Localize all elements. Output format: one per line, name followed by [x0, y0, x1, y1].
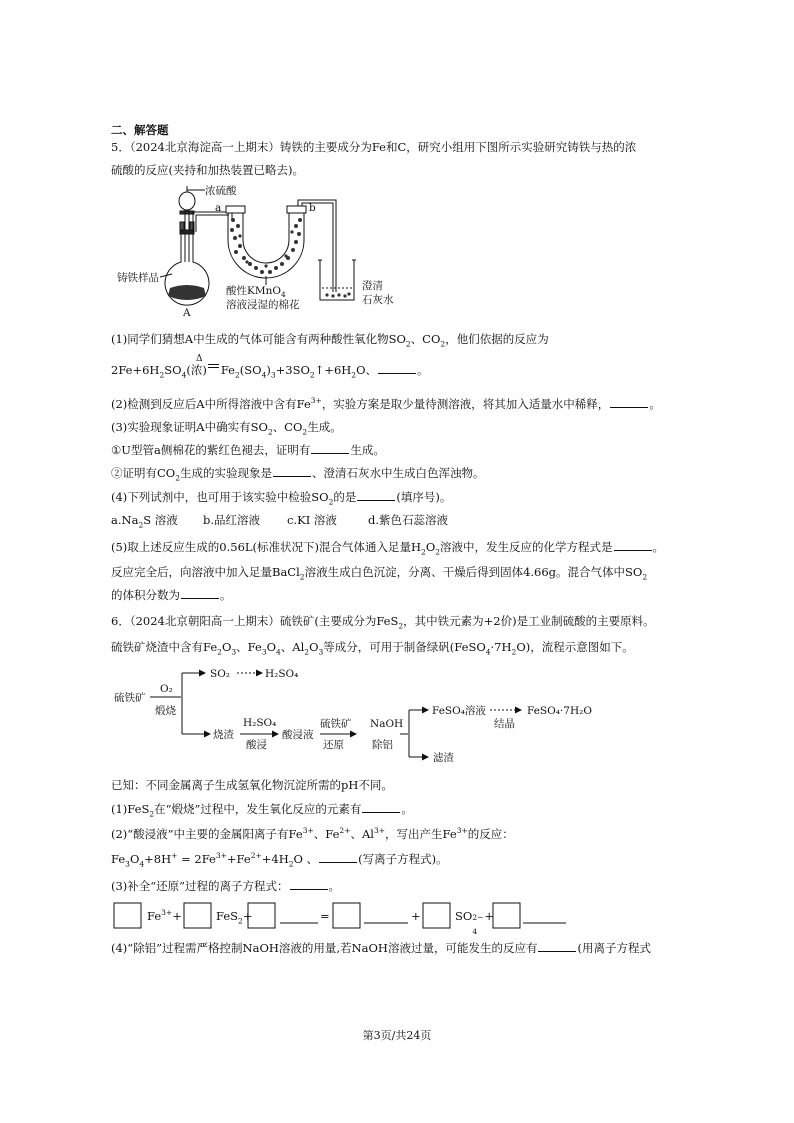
q5-part5: (5)取上述反应生成的0.56L(标准状况下)混合气体通入足量$H_2O_2$溶液中，发生反应的化学方程式是 。: [111, 540, 665, 557]
flow-leach-liquid: 酸浸液: [282, 729, 314, 741]
flow-o2: O₂: [160, 683, 173, 695]
q6-part2: (2)“酸浸液”中主要的金属阳离子有$Fe^{3+}$、$Fe^{2+}$、$Al^{3+}$，写出产生$Fe^{3+}$的反应：: [111, 826, 514, 841]
flow-feso4-sol: FeSO₄溶液: [432, 705, 486, 717]
label-kmno4: 酸性KMnO$_4$: [226, 285, 286, 300]
coef-box-2[interactable]: [184, 903, 211, 928]
coef-box-6[interactable]: [493, 903, 520, 928]
q5-part3-2: ②证明有$CO_2$生成的实验现象是 、澄清石灰水中生成白色浑浊物。: [111, 466, 485, 483]
coef-box-1[interactable]: [114, 903, 141, 928]
q5-part5-3: 的体积分数为 。: [111, 588, 232, 602]
box-eq: =: [320, 909, 330, 923]
q5-part3: (3)实验现象证明A中确实有$SO_2$、$CO_2$生成。: [111, 420, 342, 437]
label-limewater-1: 澄清: [362, 280, 383, 292]
q5-option-c: c.KI 溶液: [287, 513, 337, 527]
label-limewater-2: 石灰水: [362, 294, 394, 306]
q6-part1: (1)FeS$_2$在“煅烧”过程中，发生氧化反应的元素有 。: [111, 802, 413, 819]
q6-intro-1: 6．（2024北京朝阳高一上期末）硫铁矿(主要成分为FeS$_2$，其中铁元素为+2价)是工业制硫酸的主要原料。: [111, 614, 655, 631]
label-b: b: [309, 202, 316, 214]
flow-reduce: 还原: [323, 739, 344, 751]
flow-pyrite: 硫铁矿: [320, 718, 352, 730]
q5-option-b: b.品红溶液: [203, 513, 261, 527]
flow-so2: SO₂: [210, 668, 231, 680]
coef-box-5[interactable]: [423, 903, 450, 928]
q5-options: $a.Na_2S$ 溶液: [111, 513, 178, 530]
q5-part4: (4)下列试剂中，也可用于该实验中检验$SO_2$的是 (填序号)。: [111, 490, 452, 507]
q5-part2: (2)检测到反应后A中所得溶液中含有$Fe^{3+}$，实验方案是取少量待测溶液，将其加入适量水中稀释， 。: [111, 396, 661, 411]
q6-part3: (3)补全“还原”过程的离子方程式： 。: [111, 879, 341, 893]
coef-box-4[interactable]: [333, 903, 360, 928]
q6-part4: (4)“除铝”过程需严格控制NaOH溶液的用量,若NaOH溶液过量，可能发生的反应有 (用离子方程式: [111, 941, 651, 955]
flow-product: FeSO₄·7H₂O: [527, 705, 592, 717]
flow-residue: 滤渣: [433, 752, 454, 764]
label-sample: 铸铁样品: [117, 272, 159, 284]
page-footer: 第3页/共24页: [362, 1029, 432, 1042]
q5-equation: $2Fe+6H_2SO_4$(浓) $Fe_2(SO_4)_3+3SO_2↑+6H_2O$、 。: [111, 363, 429, 380]
answer-blank[interactable]: [538, 940, 576, 952]
box-so4: SO 2− 4 +: [455, 909, 494, 936]
flow-crystallize: 结晶: [494, 718, 515, 730]
flow-acid-leach: 酸浸: [246, 739, 267, 751]
box-plus-1: +: [411, 909, 421, 923]
q6-intro-2: 硫铁矿烧渣中含有$Fe_2O_3$、$Fe_3O_4$、$Al_2O_3$等成分，可用于制备绿矾$(FeSO_4\cdot 7H_2O)$，流程示意图如下。: [111, 640, 634, 657]
flow-start: 硫铁矿: [114, 692, 146, 704]
flow-al-remove: 除铝: [372, 739, 393, 751]
flow-naoh: NaOH: [370, 718, 404, 730]
label-cotton: 溶液浸湿的棉花: [226, 299, 300, 311]
label-A: A: [183, 307, 191, 319]
q6-known: 已知：不同金属离子生成氢氧化物沉淀所需的pH不同。: [111, 778, 393, 792]
flow-acid-reagent: H₂SO₄: [243, 717, 277, 729]
q6-part2-eq: $Fe_3O_4+8H^+ = 2Fe^{3+}+Fe^{2+}+4H_2O$ 、 (写离子方程式)。: [111, 851, 448, 869]
q5-option-d: d.紫色石蕊溶液: [368, 513, 449, 527]
flow-calcine: 煅烧: [155, 705, 176, 717]
q5-intro-2: 硫酸的反应(夹持和加热装置已略去)。: [111, 163, 304, 177]
box-fes2: FeS$_2$+: [216, 909, 253, 926]
q5-intro-1: 5．（2024北京海淀高一上期末）铸铁的主要成分为Fe和C，研究小组用下图所示实验研究铸铁与热的浓: [111, 140, 637, 154]
q5-part1: (1)同学们猜想A中生成的气体可能含有两种酸性氧化物$SO_2$、$CO_2$，他们依据的反应为: [111, 332, 549, 349]
box-fe3: $Fe^{3+}+$: [147, 908, 182, 923]
eq-delta: Δ: [196, 354, 203, 364]
flow-slag: 烧渣: [213, 729, 234, 741]
section-heading: 二、解答题: [111, 123, 169, 137]
label-conc-acid: 浓硫酸: [205, 185, 237, 197]
q5-part3-1: ①U型管a侧棉花的紫红色褪去，证明有 生成。: [111, 443, 385, 457]
flow-h2so4: H₂SO₄: [265, 668, 299, 680]
label-a: a: [215, 202, 222, 214]
q5-part5-2: 反应完全后，向溶液中加入足量BaCl$_2$溶液生成白色沉淀，分离、干燥后得到固体4.66g。混合气体中$SO_2$: [111, 565, 648, 582]
